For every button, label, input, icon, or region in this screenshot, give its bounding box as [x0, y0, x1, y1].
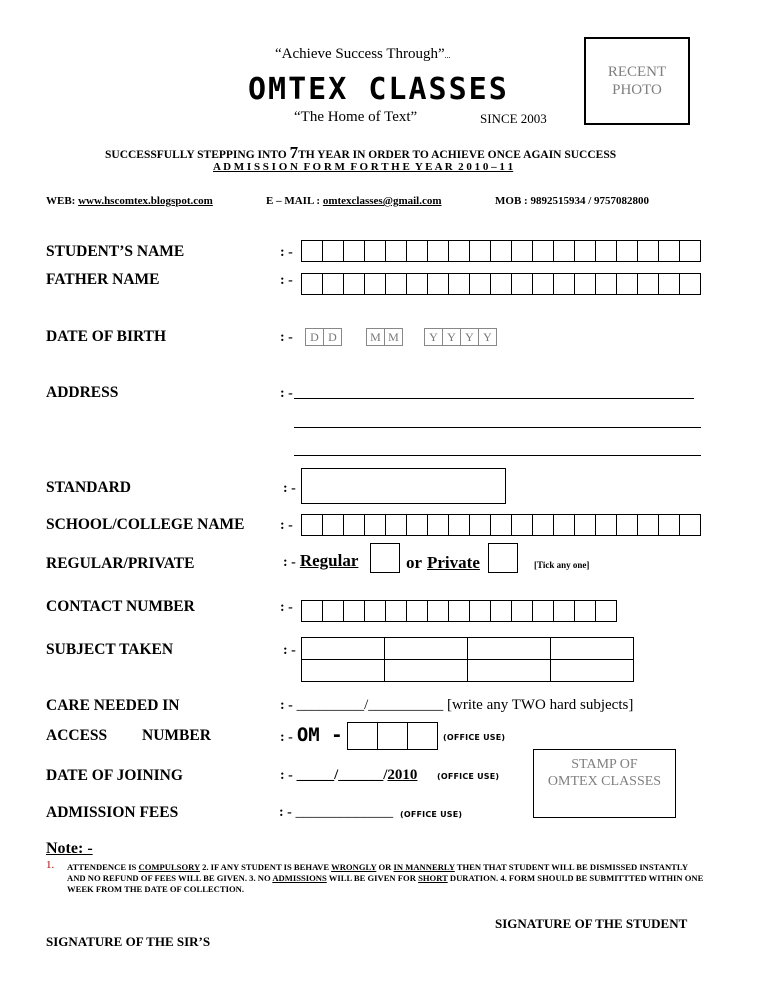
- dob-d1: D: [305, 328, 324, 346]
- doj-label: DATE OF JOINING: [46, 767, 183, 784]
- separator: : -: [279, 805, 292, 820]
- fees-blank: _____________: [295, 804, 394, 820]
- private-checkbox[interactable]: [488, 543, 518, 573]
- address-line-2[interactable]: [294, 427, 701, 428]
- stamp-box: [533, 749, 676, 818]
- web-label: WEB:: [46, 195, 79, 207]
- regular-checkbox[interactable]: [370, 543, 400, 573]
- regular-private-choice: [283, 551, 358, 571]
- tagline-suffix: ...: [444, 51, 451, 60]
- success-pre: SUCCESSFULLY STEPPING INTO: [105, 149, 290, 161]
- separator: : -: [280, 386, 293, 401]
- father-name-boxes[interactable]: [301, 273, 701, 295]
- success-num: 7: [289, 143, 299, 162]
- standard-label: STANDARD: [46, 479, 131, 496]
- brand-title: OMTEX CLASSES: [248, 72, 509, 107]
- photo-box: [584, 37, 690, 125]
- separator: : -: [280, 698, 293, 713]
- office-use-doj: (OFFICE USE): [437, 772, 500, 781]
- separator: : -: [280, 330, 293, 345]
- dob-label: DATE OF BIRTH: [46, 328, 167, 345]
- student-name-label: STUDENT’S NAME: [46, 243, 185, 260]
- contact-number-boxes[interactable]: [301, 600, 617, 622]
- dob-y4: Y: [478, 328, 497, 346]
- doj-line[interactable]: [280, 767, 417, 784]
- address-line-1[interactable]: [294, 398, 694, 399]
- fees-line[interactable]: [279, 804, 393, 821]
- dob-d2: D: [323, 328, 342, 346]
- separator: : -: [280, 730, 293, 745]
- sir-signature: SIGNATURE OF THE SIR’S: [46, 934, 211, 949]
- address-label: ADDRESS: [46, 384, 119, 401]
- mobile-line: MOB : 9892515934 / 9757082800: [495, 195, 649, 207]
- student-name-boxes[interactable]: [301, 240, 701, 262]
- dob-y1: Y: [424, 328, 443, 346]
- standard-box[interactable]: [301, 468, 506, 504]
- access-label: ACCESS: [46, 727, 108, 744]
- email-label: E – MAIL :: [266, 195, 323, 207]
- address-line-3[interactable]: [294, 455, 701, 456]
- separator: : -: [280, 600, 293, 615]
- dob-y3: Y: [460, 328, 479, 346]
- care-needed-line[interactable]: [280, 697, 633, 714]
- fees-label: ADMISSION FEES: [46, 804, 179, 821]
- note-text: ATTENDENCE IS COMPULSORY 2. IF ANY STUDENT IS BEHAVE WRONGLY OR IN MANNERLY THEN THAT STUDENT WILL BE DISMISSED INSTANTLY AND NO REFUND OF FEES WILL BE GIVEN. 3. NO ADMISSIONS WILL BE GIVEN FOR SHORT DURATION. 4. FORM SHOULD BE SUBMITTTED WITHIN ONE WEEK FROM THE DATE OF COLLECTION.: [67, 862, 704, 894]
- private-text: Private: [427, 553, 480, 572]
- dob-month-boxes[interactable]: [367, 328, 403, 346]
- success-post: TH YEAR IN ORDER TO ACHIEVE ONCE AGAIN SUCCESS: [298, 149, 617, 161]
- dob-day-boxes[interactable]: [306, 328, 342, 346]
- access-number-boxes[interactable]: [347, 722, 438, 750]
- care-blank: _________/__________: [296, 697, 444, 713]
- father-name-label: FATHER NAME: [46, 271, 160, 288]
- care-needed-label: CARE NEEDED IN: [46, 697, 180, 714]
- care-hint: [write any TWO hard subjects]: [447, 697, 634, 713]
- email-line: [266, 195, 442, 207]
- note-number: 1.: [46, 859, 55, 871]
- regular-private-label: REGULAR/PRIVATE: [46, 555, 195, 572]
- web-link[interactable]: www.hscomtex.blogspot.com: [78, 195, 213, 207]
- doj-blank: _____/______/: [296, 767, 388, 783]
- student-signature: SIGNATURE OF THE STUDENT: [495, 916, 688, 931]
- form-title: A D M I S S I O N F O R M F O R T H E Y E A R 2 0 1 0 – 1 1: [213, 161, 514, 173]
- school-label: SCHOOL/COLLEGE NAME: [46, 516, 245, 533]
- om-prefix: OM -: [296, 724, 343, 746]
- separator: : -: [283, 643, 296, 658]
- separator: : -: [280, 245, 293, 260]
- school-boxes[interactable]: [301, 514, 701, 536]
- stamp-line2: OMTEX CLASSES: [547, 774, 662, 789]
- doj-year: 2010: [387, 767, 418, 783]
- dob-y2: Y: [442, 328, 461, 346]
- tagline: [275, 46, 451, 63]
- success-line: [105, 143, 616, 163]
- note-title: Note: -: [46, 840, 93, 857]
- regular-text: Regular: [299, 551, 359, 570]
- web-line: [46, 195, 213, 207]
- tagline-text: “Achieve Success Through”: [275, 46, 445, 62]
- separator: : -: [283, 481, 296, 496]
- separator: : -: [280, 273, 293, 288]
- since-text: SINCE 2003: [480, 111, 547, 126]
- tick-hint: [Tick any one]: [534, 560, 590, 570]
- office-use-fees: (OFFICE USE): [400, 810, 463, 819]
- office-use-access: (OFFICE USE): [443, 733, 506, 742]
- or-text: or: [406, 553, 423, 572]
- dob-m1: M: [366, 328, 385, 346]
- dob-year-boxes[interactable]: [425, 328, 497, 346]
- subtitle: “The Home of Text”: [294, 109, 418, 125]
- number-label: NUMBER: [142, 727, 211, 744]
- dob-m2: M: [384, 328, 403, 346]
- photo-line1: RECENT: [607, 64, 667, 80]
- contact-number-label: CONTACT NUMBER: [46, 598, 195, 615]
- photo-line2: PHOTO: [612, 82, 662, 98]
- email-link[interactable]: omtexclasses@gmail.com: [322, 195, 442, 207]
- subject-taken-label: SUBJECT TAKEN: [46, 641, 174, 658]
- access-number-prefix: [280, 724, 343, 746]
- separator: : -: [283, 555, 296, 570]
- separator: : -: [280, 518, 293, 533]
- separator: : -: [280, 768, 293, 783]
- stamp-line1: STAMP OF: [571, 757, 638, 772]
- subject-table[interactable]: [301, 637, 634, 682]
